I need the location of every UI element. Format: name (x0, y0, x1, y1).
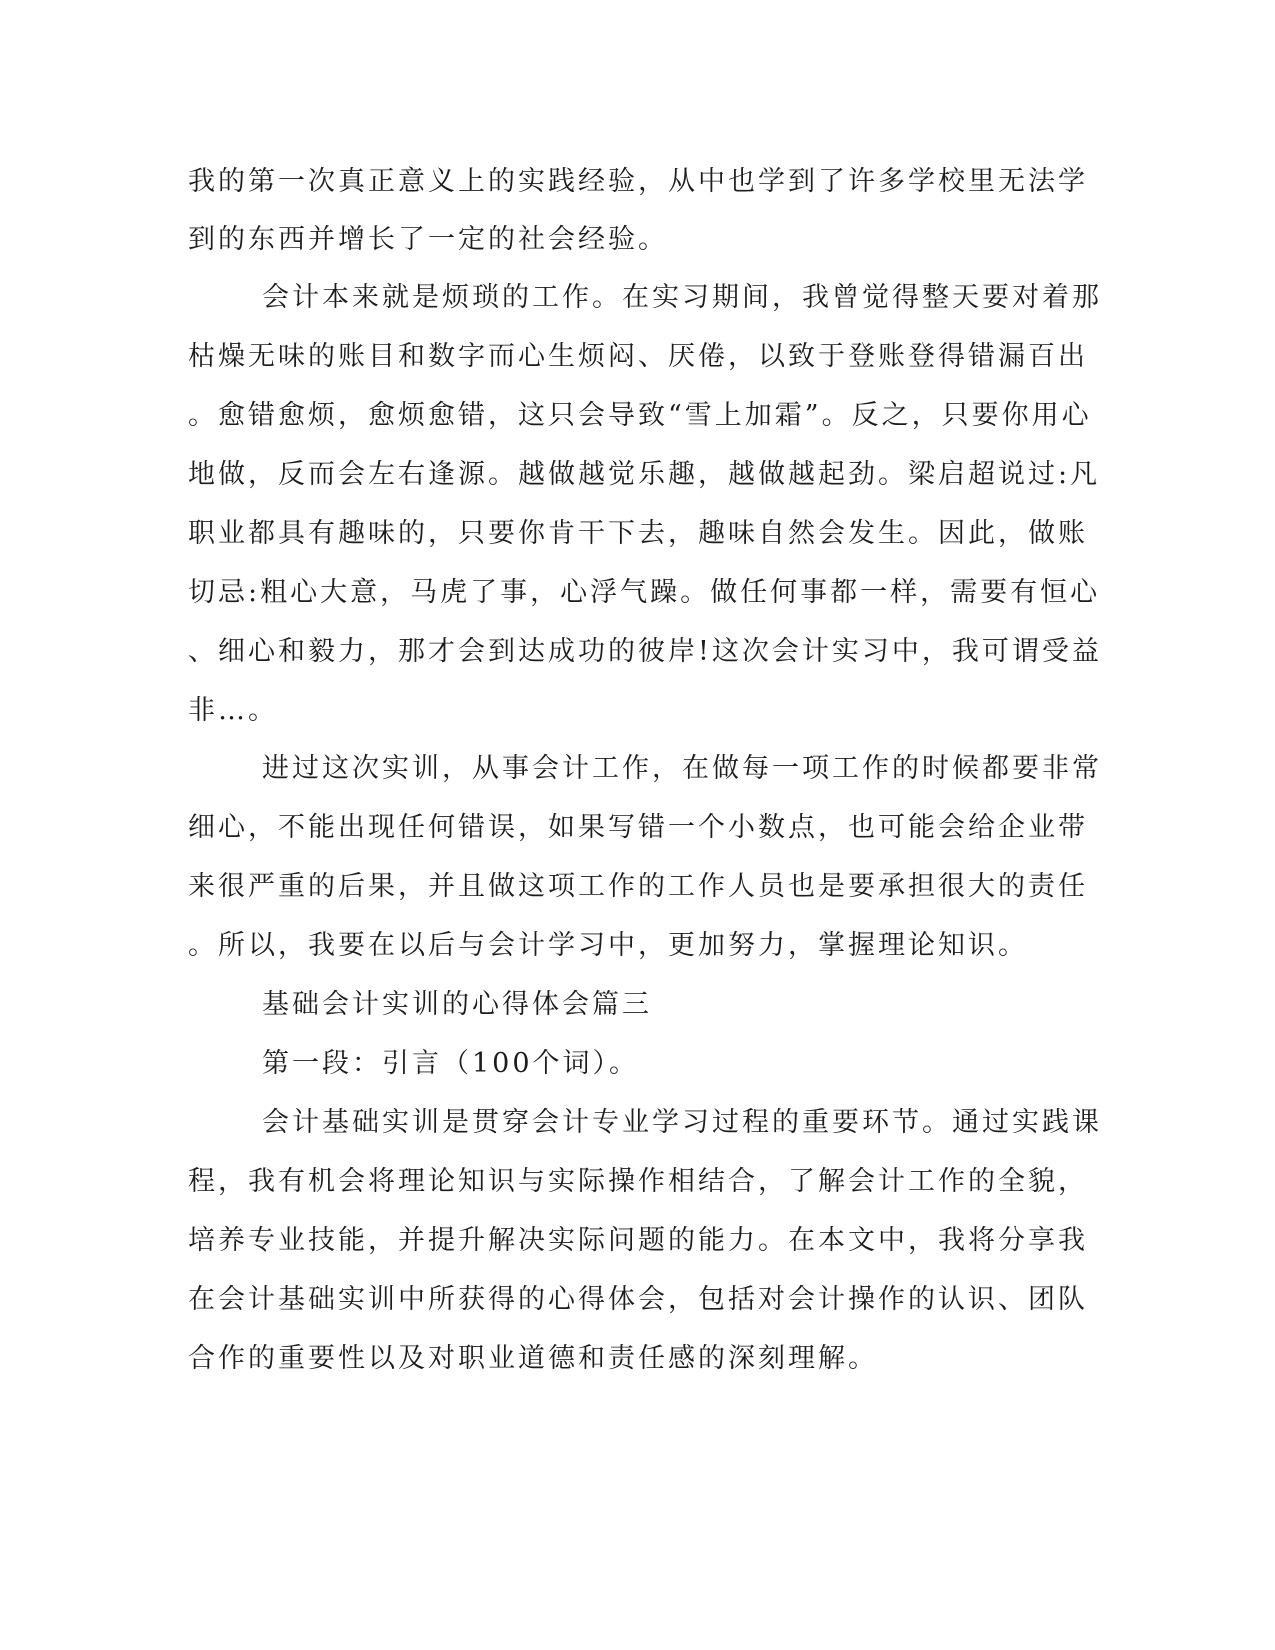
text-line-20: 在会计基础实训中所获得的心得体会，包括对会计操作的认识、团队 (188, 1284, 1088, 1315)
section-heading: 基础会计实训的心得体会篇三 (262, 989, 652, 1020)
text-line-5: 。愈错愈烦，愈烦愈错，这只会导致“雪上加霜”。反之，只要你用心 (188, 400, 1092, 431)
text-line-3: 会计本来就是烦琐的工作。在实习期间，我曾觉得整天要对着那 (262, 282, 1102, 313)
text-line-8: 切忌:粗心大意，马虎了事，心浮气躁。做任何事都一样，需要有恒心 (188, 577, 1101, 608)
text-line-17: 会计基础实训是贯穿会计专业学习过程的重要环节。通过实践课 (262, 1107, 1102, 1138)
text-line-1: 我的第一次真正意义上的实践经验，从中也学到了许多学校里无法学 (188, 166, 1088, 197)
text-line-21: 合作的重要性以及对职业道德和责任感的深刻理解。 (188, 1343, 878, 1374)
subsection-heading: 第一段：引言（100个词）。 (262, 1048, 640, 1079)
text-line-9: 、细心和毅力，那才会到达成功的彼岸!这次会计实习中，我可谓受益 (188, 636, 1102, 667)
text-line-14: 。所以，我要在以后与会计学习中，更加努力，掌握理论知识。 (188, 930, 1028, 961)
text-line-6: 地做，反而会左右逢源。越做越觉乐趣，越做越起劲。梁启超说过:凡 (188, 459, 1101, 490)
text-line-12: 细心，不能出现任何错误，如果写错一个小数点，也可能会给企业带 (188, 812, 1088, 843)
text-line-19: 培养专业技能，并提升解决实际问题的能力。在本文中，我将分享我 (188, 1225, 1088, 1256)
text-line-13: 来很严重的后果，并且做这项工作的工作人员也是要承担很大的责任 (188, 871, 1088, 902)
text-line-10: 非…。 (188, 695, 278, 726)
text-line-2: 到的东西并增长了一定的社会经验。 (188, 224, 668, 255)
text-line-7: 职业都具有趣味的，只要你肯干下去，趣味自然会发生。因此，做账 (188, 518, 1088, 549)
text-line-11: 进过这次实训，从事会计工作，在做每一项工作的时候都要非常 (262, 753, 1102, 784)
text-line-4: 枯燥无味的账目和数字而心生烦闷、厌倦，以致于登账登得错漏百出 (188, 341, 1088, 372)
text-line-18: 程，我有机会将理论知识与实际操作相结合，了解会计工作的全貌， (188, 1166, 1088, 1197)
